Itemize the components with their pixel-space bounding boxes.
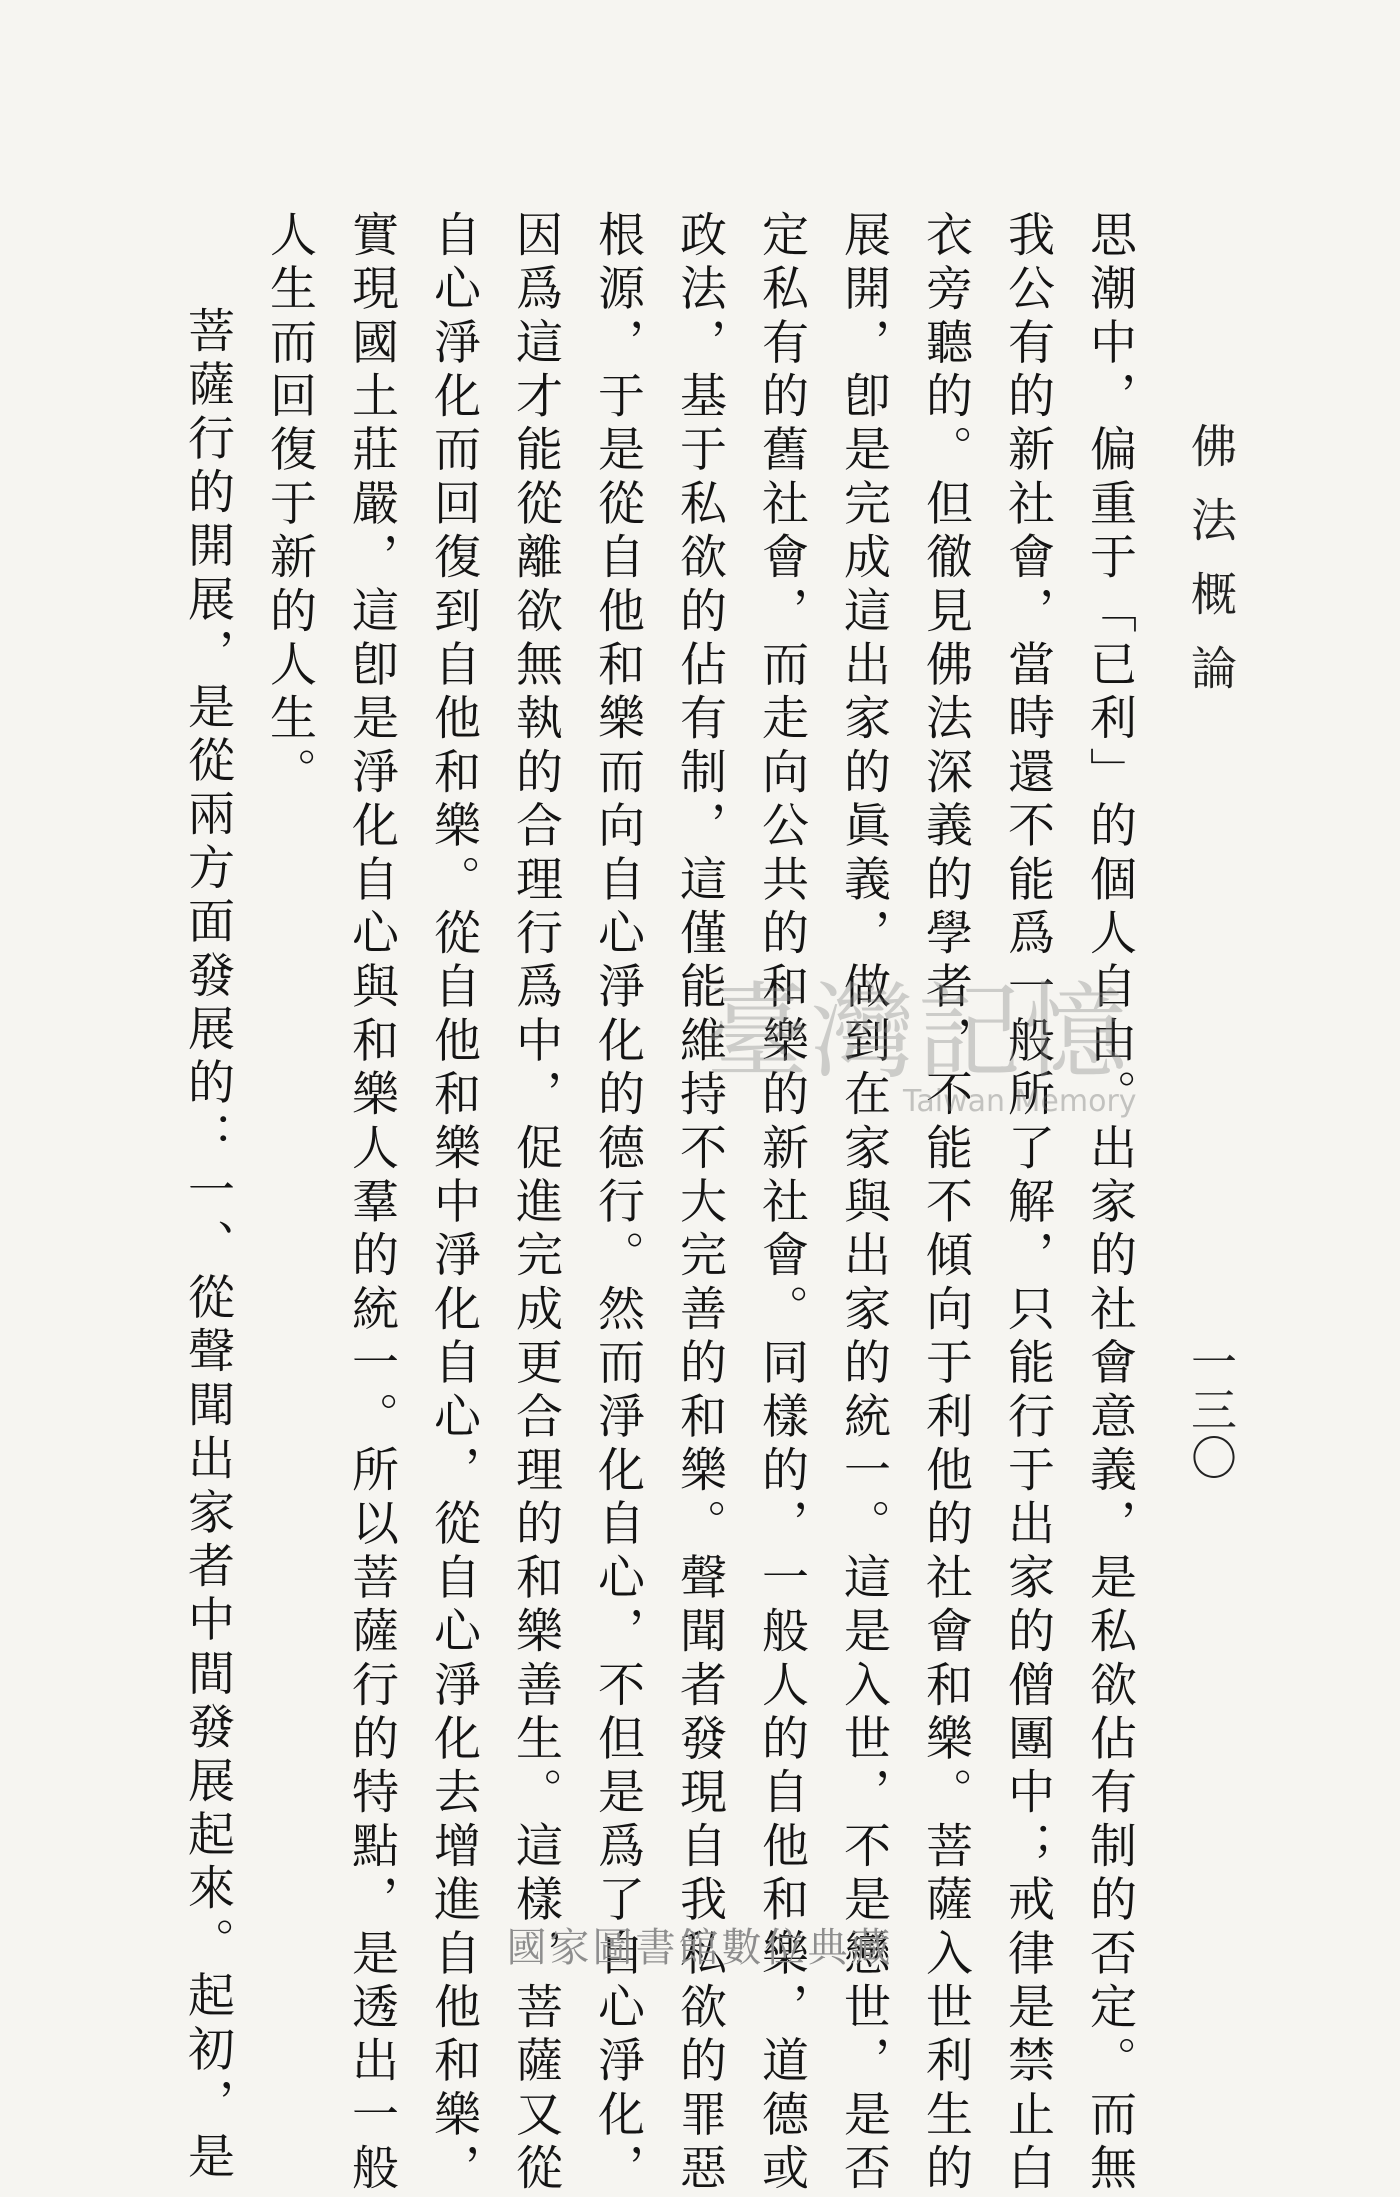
collection-footer-mark: 國家圖書館數位典藏 [506, 1925, 894, 1971]
text-column-6: 政法，基于私欲的佔有制，這僅能維持不大完善的和樂。聲聞者發現自我私欲的罪惡 [672, 210, 727, 2197]
running-title: 佛法概論 [1184, 422, 1238, 718]
watermark-english: Taiwan Memory [903, 1084, 1137, 1119]
text-column-4: 展開，卽是完成這出家的眞義，做到在家與出家的統一。這是入世，不是戀世，是否 [836, 210, 891, 2197]
text-column-1: 思潮中，偏重于「已利」的個人自由。出家的社會意義，是私欲佔有制的否定。而無 [1082, 210, 1137, 2197]
watermark-glyphs: 臺灣記憶 [705, 971, 1130, 1093]
text-column-12: 菩薩行的開展，是從兩方面發展的：一、從聲聞出家者中間發展起來。起初，是 [180, 306, 235, 2186]
text-column-11: 人生而回復于新的人生。 [262, 210, 317, 801]
text-column-9: 自心淨化而回復到自他和樂。從自他和樂中淨化自心，從自心淨化去增進自他和樂， [426, 210, 481, 2197]
text-column-8: 因爲這才能從離欲無執的合理行爲中，促進完成更合理的和樂善生。這樣，菩薩又從 [508, 210, 563, 2197]
page-number: 一三〇 [1184, 1338, 1238, 1482]
text-column-5: 定私有的舊社會，而走向公共的和樂的新社會。同樣的，一般人的自他和樂，道德或 [754, 210, 809, 2197]
text-column-10: 實現國土莊嚴，這卽是淨化自心與和樂人羣的統一。所以菩薩行的特點，是透出一般 [344, 210, 399, 2197]
text-column-3: 衣旁聽的。但徹見佛法深義的學者，不能不傾向于利他的社會和樂。菩薩入世利生的 [918, 210, 973, 2197]
text-column-2: 我公有的新社會，當時還不能爲一般所了解，只能行于出家的僧團中；戒律是禁止白 [1000, 210, 1055, 2197]
text-column-7: 根源，于是從自他和樂而向自心淨化的德行。然而淨化自心，不但是爲了自心淨化， [590, 210, 645, 2197]
